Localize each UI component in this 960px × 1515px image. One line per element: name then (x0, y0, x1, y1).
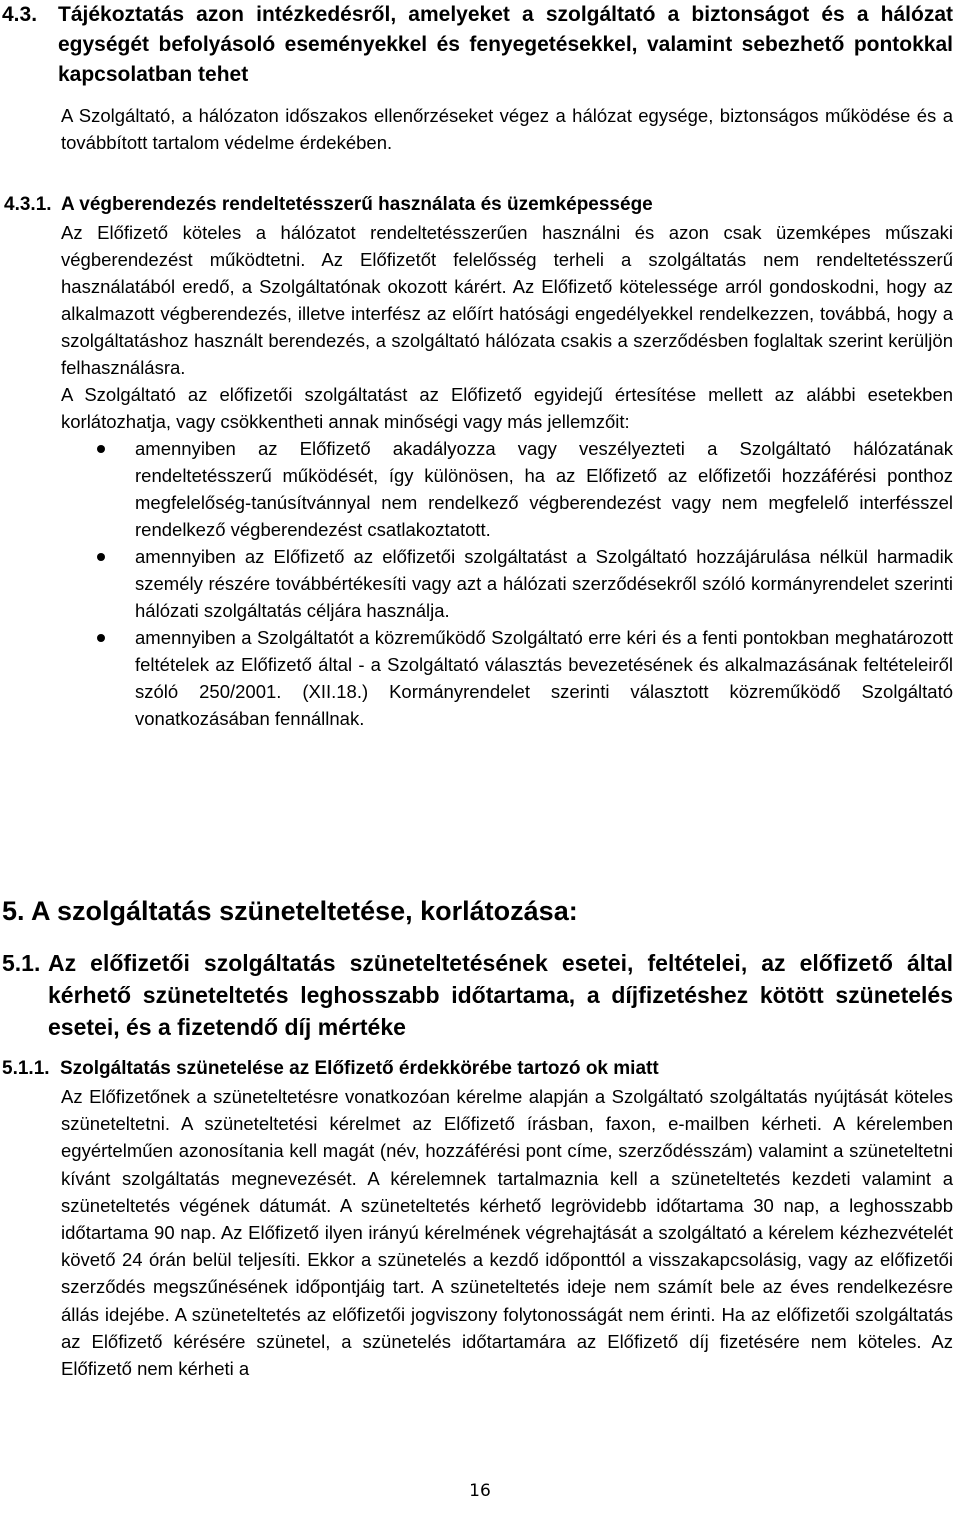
section-number: 5.1. (2, 950, 41, 976)
bullet-text: amennyiben az Előfizető az előfizetői szolgáltatást a Szolgáltató hozzájárulása nélkül harmadik személy részére továbbértékesíti vagy azt a hálózati szerződésekről szóló kormányrendelet szerinti hálózati szolgáltatás céljára használja. (135, 546, 953, 621)
bullet-list (61, 435, 953, 732)
section-number: 4.3.1. (4, 194, 52, 215)
section-number: 5.1.1. (2, 1058, 50, 1079)
section-5-1-heading (2, 947, 953, 1043)
bullet-icon (97, 634, 105, 642)
bullet-icon (97, 445, 105, 453)
section-4-3-intro-paragraph: A Szolgáltató, a hálózaton időszakos ellenőrzéseket végez a hálózat egysége, biztonságos működése és a továbbított tartalom védelme érdekében. (61, 105, 953, 153)
bullet-text: amennyiben a Szolgáltatót a közreműködő Szolgáltató erre kéri és a fenti pontokban meghatározott feltételek az Előfizető által - a Szolgáltató választás bevezetésének és alkalmazásának feltételeiről szóló 250/2001. (XII.18.) Kormányrendelet szerinti választott közreműködő Szolgáltató vonatkozásában fennállnak. (135, 627, 953, 729)
section-4-3-heading (2, 0, 953, 90)
section-title: A végberendezés rendeltetésszerű használata és üzemképessége (61, 194, 653, 215)
section-5-1-1-body: Az Előfizetőnek a szüneteltetésre vonatkozóan kérelme alapján a Szolgáltató szolgáltatás nyújtását köteles szüneteltetni. A szüneteltetési kérelmet az Előfizető írásban, faxon, e-mailben kérheti. A kérelemben egyértelműen azonosítania kell magát (név, hozzáférési pont címe, szerződésszám) valamint a szüneteltetni kívánt szolgáltatás megnevezését. A kérelemnek tartalmaznia kell a szüneteltetés kezdeti valamint a szüneteltetés végének dátumát. A szüneteltetés kérhető legrövidebb időtartama 30 nap, a leghosszabb időtartama 90 nap. Az Előfizető ilyen irányú kérelmének végrehajtását a szolgáltató a kérelem kézhezvételét követő 24 órán belül teljesíti. Ekkor a szünetelés a kezdő időponttól a visszakapcsolásig, vagy az előfizetői szerződés megszűnésének időpontjáig tart. A szüneteltetés ideje nem számít bele az éves rendelkezésre állás idejébe. A szüneteltetés az előfizetői jogviszony folytonosságát nem érinti. Ha az előfizetői szolgáltatás az Előfizető kérésére szünetel, a szünetelés időtartamára az Előfizető díj fizetésére nem köteles. Az Előfizető nem kérheti a (61, 1086, 953, 1380)
bullet-item (61, 435, 953, 543)
section-number: 4.3. (2, 3, 38, 26)
section-4-3-1-body (61, 219, 953, 732)
body-paragraph: A Szolgáltató az előfizetői szolgáltatást az Előfizető egyidejű értesítése mellett az alábbi esetekben korlátozhatja, vagy csökkentheti annak minőségi vagy más jellemzőit: (61, 384, 953, 432)
section-5-heading: 5. A szolgáltatás szüneteltetése, korlátozása: (2, 896, 578, 926)
section-4-3-1-heading (4, 191, 953, 218)
body-paragraph: Az Előfizető köteles a hálózatot rendeltetésszerűen használni és azon csak üzemképes műszaki végberendezést működtetni. Az Előfizetőt felelősség terheli a szolgáltatás nem rendeltetésszerű használatából eredő, a Szolgáltatónak okozott kárért. Az Előfizető kötelessége arról gondoskodni, hogy az alkalmazott végberendezés, illetve interfész az előírt hatósági engedélyekkel rendelkezzen, továbbá, hogy a szolgáltatáshoz használt berendezés, a szolgáltató hálózata csakis a szerződésben foglaltak szerint kerüljön felhasználásra. (61, 222, 953, 378)
page-number: 16 (469, 1481, 491, 1501)
section-title: Tájékoztatás azon intézkedésről, amelyeket a szolgáltató a biztonságot és a hálózat egységét befolyásoló eseményekkel és fenyegetésekkel, valamint sebezhető pontokkal kapcsolatban tehet (58, 3, 953, 86)
bullet-item (61, 543, 953, 624)
section-5-1-1-heading (2, 1055, 953, 1082)
section-title: Az előfizetői szolgáltatás szüneteltetésének esetei, feltételei, az előfizető által kérhető szüneteltetés leghosszabb időtartama, a díjfizetéshez kötött szünetelés esetei, és a fizetendő díj mértéke (48, 950, 953, 1040)
section-title: Szolgáltatás szünetelése az Előfizető érdekkörébe tartozó ok miatt (60, 1058, 659, 1079)
bullet-icon (97, 553, 105, 561)
bullet-text: amennyiben az Előfizető akadályozza vagy veszélyezteti a Szolgáltató hálózatának rendeltetésszerű működését, így különösen, ha az Előfizető az előfizetői hozzáférési ponthoz megfelelőség-tanúsítvánnyal nem rendelkező végberendezést vagy nem megfelelő interfésszel rendelkező végberendezést csatlakoztatott. (135, 438, 953, 540)
bullet-item (61, 624, 953, 732)
